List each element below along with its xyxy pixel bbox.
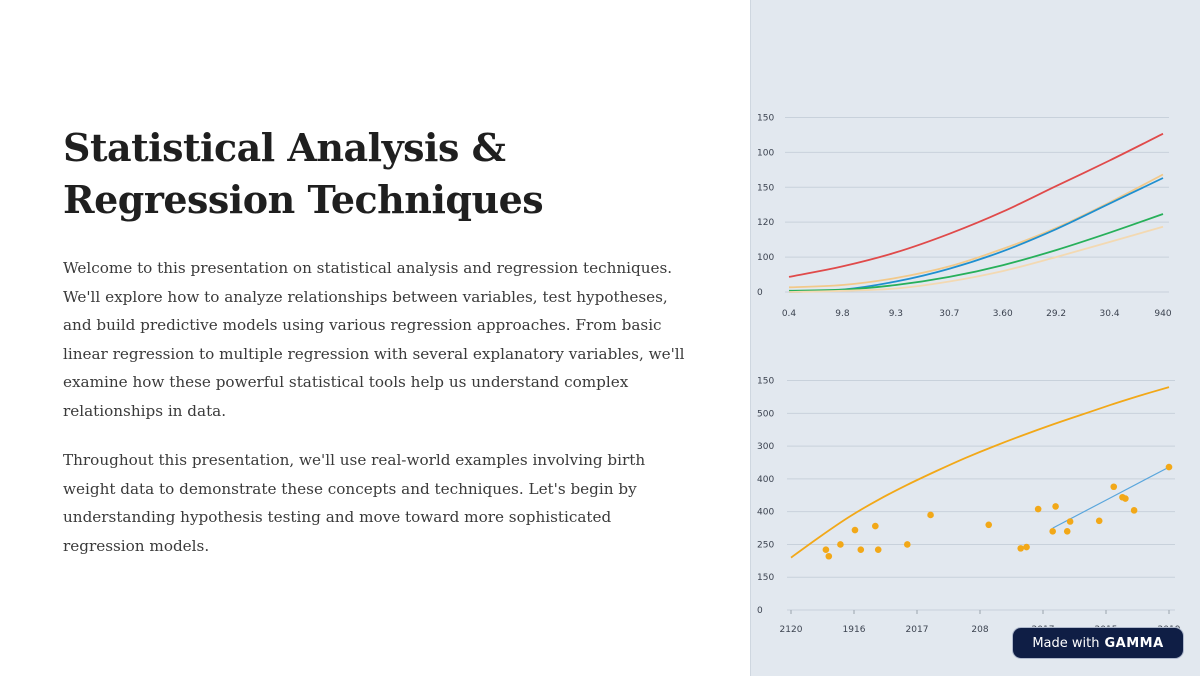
scatter-point	[823, 546, 830, 553]
scatter-point	[904, 541, 911, 548]
y-tick-label: 300	[757, 442, 775, 453]
made-with-gamma-badge[interactable]	[1012, 627, 1184, 659]
scatter-point	[1052, 503, 1059, 510]
scatter-point	[857, 546, 864, 553]
series-line	[789, 178, 1163, 292]
scatter-point	[1122, 495, 1129, 502]
examples-paragraph: Throughout this presentation, we'll use real-world examples involving birth weight data to demonstrate these concepts and techniques. Let's begin by understanding hypothesis testing and move toward more sophisticated regression models.	[63, 451, 646, 555]
chart-panel	[750, 0, 1200, 676]
scatter-point	[1049, 528, 1056, 535]
slide-title	[63, 122, 683, 226]
y-tick-label: 150	[757, 183, 775, 194]
scatter-point	[985, 521, 992, 528]
scatter-point	[927, 512, 934, 519]
y-tick-label: 150	[757, 113, 775, 124]
title-line-2: Regression Techniques	[63, 177, 544, 222]
y-tick-label: 100	[757, 148, 775, 159]
y-tick-label: 500	[757, 409, 775, 420]
title-line-1: Statistical Analysis &	[63, 125, 506, 170]
scatter-point	[1131, 507, 1138, 514]
curve-line	[791, 387, 1169, 557]
y-tick-label: 0	[757, 288, 763, 298]
scatter-point	[1023, 544, 1030, 551]
x-tick-label: 9.3	[888, 309, 904, 319]
gamma-logo: GAMMA	[1104, 635, 1164, 651]
x-tick-label: 940	[1154, 309, 1172, 319]
scatter-point	[852, 527, 859, 534]
scatter-point	[1166, 464, 1173, 471]
scatter-point	[1035, 506, 1042, 513]
y-tick-label: 150	[757, 573, 775, 584]
x-tick-label: 29.2	[1046, 309, 1067, 319]
series-line	[789, 227, 1163, 292]
scatter-point	[875, 546, 882, 553]
x-tick-label: 1916	[842, 625, 866, 635]
y-tick-label: 400	[757, 507, 775, 518]
scatter-point	[1096, 518, 1103, 525]
badge-prefix: Made with	[1032, 635, 1100, 651]
scatter-point	[826, 553, 833, 560]
x-tick-label: 0.4	[781, 309, 797, 319]
line-chart	[751, 86, 1200, 326]
y-tick-label: 150	[757, 376, 775, 387]
scatter-point	[837, 541, 844, 548]
y-tick-label: 0	[757, 606, 763, 616]
scatter-point	[1064, 528, 1071, 535]
x-tick-label: 2017	[905, 625, 929, 635]
scatter-point	[1067, 518, 1074, 525]
x-tick-label: 30.4	[1099, 309, 1120, 319]
x-tick-label: 30.7	[939, 309, 960, 319]
scatter-chart	[751, 362, 1200, 642]
x-tick-label: 3.60	[992, 309, 1013, 319]
scatter-point	[872, 523, 879, 530]
y-tick-label: 400	[757, 474, 775, 485]
scatter-point	[1110, 483, 1117, 490]
x-tick-label: 2120	[779, 625, 803, 635]
series-line	[789, 175, 1163, 288]
scatter-point	[1017, 545, 1024, 552]
y-tick-label: 250	[757, 540, 775, 551]
series-line	[789, 214, 1163, 291]
y-tick-label: 100	[757, 253, 775, 264]
intro-paragraph: Welcome to this presentation on statistical analysis and regression techniques. We'll explore how to analyze relationships between variables, test hypotheses, and build predictive models using various regression approaches. From basic linear regression to multiple regression with several explanatory variables, we'll examine how these powerful statistical tools help us understand complex relationships in data.	[63, 259, 685, 420]
x-tick-label: 9.8	[835, 309, 850, 319]
x-tick-label: 208	[971, 625, 989, 635]
y-tick-label: 120	[757, 218, 775, 229]
